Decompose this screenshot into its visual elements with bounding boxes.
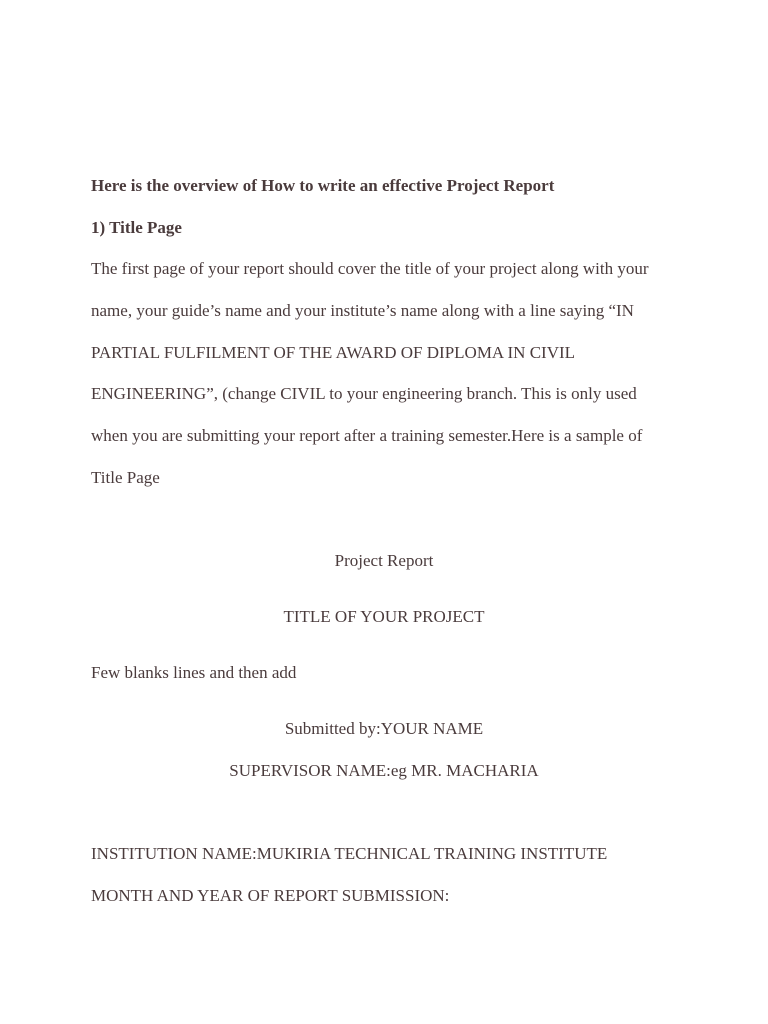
sample-supervisor: SUPERVISOR NAME:eg MR. MACHARIA (229, 761, 539, 780)
sample-project-report: Project Report (334, 551, 434, 570)
paragraph-line: when you are submitting your report after a training semester.Here is a sample of (91, 426, 643, 445)
paragraph-line: name, your guide’s name and your institute’s name along with a line saying “IN (91, 301, 634, 320)
section-title: 1) Title Page (91, 218, 182, 237)
paragraph-line: PARTIAL FULFILMENT OF THE AWARD OF DIPLOMA IN CIVIL (91, 343, 576, 362)
paragraph-line: The first page of your report should cover the title of your project along with your (91, 259, 649, 278)
paragraph-line: Title Page (91, 468, 160, 487)
sample-submitted-by: Submitted by:YOUR NAME (284, 719, 484, 738)
sample-month-year: MONTH AND YEAR OF REPORT SUBMISSION: (91, 886, 450, 905)
sample-project-title: TITLE OF YOUR PROJECT (283, 607, 485, 626)
document-heading: Here is the overview of How to write an effective Project Report (91, 176, 555, 195)
paragraph-line: ENGINEERING”, (change CIVIL to your engineering branch. This is only used (91, 384, 637, 403)
sample-blank-lines-note: Few blanks lines and then add (91, 663, 297, 682)
sample-institution: INSTITUTION NAME:MUKIRIA TECHNICAL TRAINING INSTITUTE (91, 844, 608, 863)
